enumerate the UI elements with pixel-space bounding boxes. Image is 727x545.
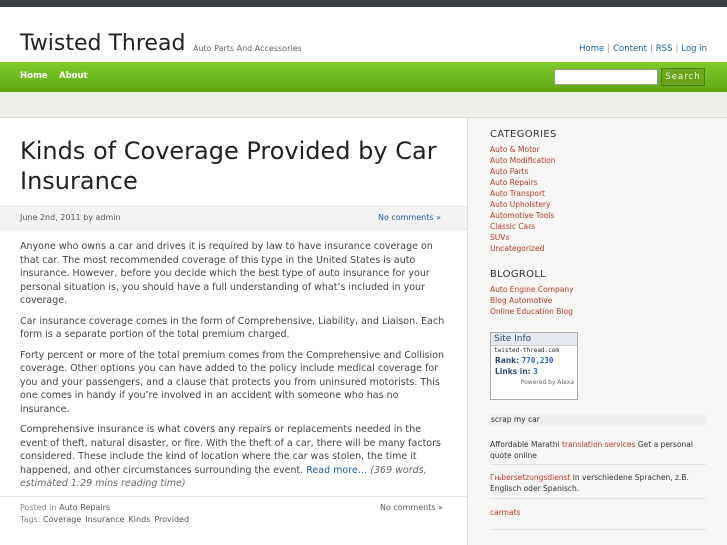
tag-link[interactable]: Provided <box>154 515 190 524</box>
ad2-suffix: in verschiedene Sprachen, z.B. Englisch oder Spanisch. <box>490 473 689 493</box>
divider <box>490 529 706 530</box>
links-label: Links in: <box>495 367 531 376</box>
post-date: June 2nd, 2011 by admin <box>20 213 121 222</box>
paragraph: Anyone who owns a car and drives it is required by law to have insurance coverage on that car. The most recommended coverage of this type in the United States is auto insurance. However, before you decide which the best type of auto insurance for your personal situation is, you should have a full understanding of what’s included in your coverage. <box>20 241 433 306</box>
paragraph-text: Comprehensive insurance is what covers any repairs or replacements needed in the event of theft, natural disaster, or fire. With the theft of a car, there will be many factors considered. These include the kind of location where the car was stolen, the time it happened, and other circumstances surrounding the event. <box>20 424 441 476</box>
scrap-my-car-title: scrap my car <box>490 414 706 426</box>
tags-label: Tags: <box>20 515 41 524</box>
ad-marathi <box>490 439 710 461</box>
ad1-prefix: Affordable Marathi <box>490 440 560 449</box>
tags-line <box>20 515 193 524</box>
search-button[interactable]: Search <box>661 68 705 86</box>
ad-ubersetzung <box>490 472 710 494</box>
blogroll-heading: BLOGROLL <box>490 269 547 280</box>
blogroll-list <box>490 284 574 317</box>
blogroll-item[interactable]: Blog Automotive <box>490 296 553 305</box>
top-strip <box>0 0 727 7</box>
footer-comments-link[interactable]: No comments » <box>379 503 443 512</box>
top-link-home[interactable]: Home <box>579 44 605 54</box>
site-title[interactable]: Twisted Thread <box>20 31 186 56</box>
translation-services-link[interactable]: translation services <box>561 440 636 449</box>
paragraph: Forty percent or more of the total premium comes from the Comprehensive and Collision coverage. Other options you can have added to the policy include medical coverage for you and your passengers, and a clause that protects you from uninsured motorists. This one comes in handy if you’re involved in an accident with someone who has no insurance. <box>20 349 445 415</box>
paragraph-last <box>20 423 448 491</box>
reading-estimate: (369 words, estimated 1:29 mins reading time) <box>20 464 427 489</box>
posted-in <box>20 503 114 512</box>
sub-bar <box>0 92 727 118</box>
category-item[interactable]: Auto & Motor <box>490 145 540 154</box>
post-body <box>20 240 448 498</box>
links-value: 3 <box>533 367 538 376</box>
alexa-site-info-widget[interactable] <box>490 332 578 400</box>
category-item[interactable]: Auto Parts <box>490 167 529 176</box>
post-title[interactable]: Kinds of Coverage Provided by Car Insurance <box>20 137 437 195</box>
nav-item-home[interactable]: Home <box>20 71 48 81</box>
read-more-link[interactable]: Read more… <box>306 464 368 476</box>
category-item[interactable]: Auto Repairs <box>490 178 538 187</box>
category-item[interactable]: Uncategorized <box>490 244 545 253</box>
carmats-link[interactable]: carmats <box>490 508 521 517</box>
category-item[interactable]: Auto Upholstery <box>490 200 551 209</box>
widget-url: twisted-thread.com <box>494 347 560 354</box>
posted-in-label: Posted in <box>20 503 57 512</box>
top-link-rss[interactable]: RSS <box>655 44 673 54</box>
top-link-content[interactable]: Content <box>613 44 647 54</box>
comments-link[interactable]: No comments » <box>377 213 441 222</box>
site-tagline: Auto Parts And Accessories <box>193 44 302 53</box>
top-links <box>579 44 707 54</box>
divider <box>490 464 706 465</box>
paragraph: Car insurance coverage comes in the form of Comprehensive, Liability, and Liaison. Each form is a separate portion of the total premium charged. <box>20 315 445 340</box>
blogroll-item[interactable]: Online Education Blog <box>490 307 573 316</box>
sidebar <box>467 118 727 545</box>
post-meta <box>0 206 467 230</box>
tag-link[interactable]: Insurance <box>85 515 125 524</box>
separator: | <box>607 44 611 54</box>
main-nav <box>0 62 727 92</box>
category-item[interactable]: Classic Cars <box>490 222 536 231</box>
alexa-powered: Powered by Alexa <box>520 379 574 386</box>
post-content <box>0 118 467 545</box>
category-item[interactable]: Automotive Tools <box>490 211 555 220</box>
ubersetzungsdienst-link[interactable]: Гњbersetzungsdienst <box>490 473 571 482</box>
separator: | <box>649 44 653 54</box>
ad-carmats <box>490 507 710 518</box>
ad1-suffix: Get a personal quote online <box>490 440 693 460</box>
blogroll-item[interactable]: Auto Engine Company <box>490 285 574 294</box>
nav-item-about[interactable]: About <box>59 71 88 81</box>
divider <box>490 498 706 499</box>
widget-title: Site Info <box>491 333 577 346</box>
rank-value: 770,230 <box>521 356 554 365</box>
category-item[interactable]: Auto Modification <box>490 156 556 165</box>
tag-link[interactable]: Kinds <box>128 515 151 524</box>
rank-label: Rank: <box>495 356 520 365</box>
category-link[interactable]: Auto Repairs <box>59 503 111 512</box>
post-footer <box>0 496 467 532</box>
categories-heading: CATEGORIES <box>490 129 557 140</box>
site-header <box>0 7 727 62</box>
category-item[interactable]: SUVs <box>490 233 510 242</box>
widget-rank <box>491 355 577 366</box>
tag-link[interactable]: Coverage <box>42 515 82 524</box>
category-item[interactable]: Auto Transport <box>490 189 545 198</box>
separator: | <box>675 44 679 54</box>
top-link-login[interactable]: Log in <box>681 44 707 54</box>
search-input[interactable] <box>554 69 658 85</box>
widget-links <box>491 366 577 377</box>
categories-list <box>490 144 556 254</box>
